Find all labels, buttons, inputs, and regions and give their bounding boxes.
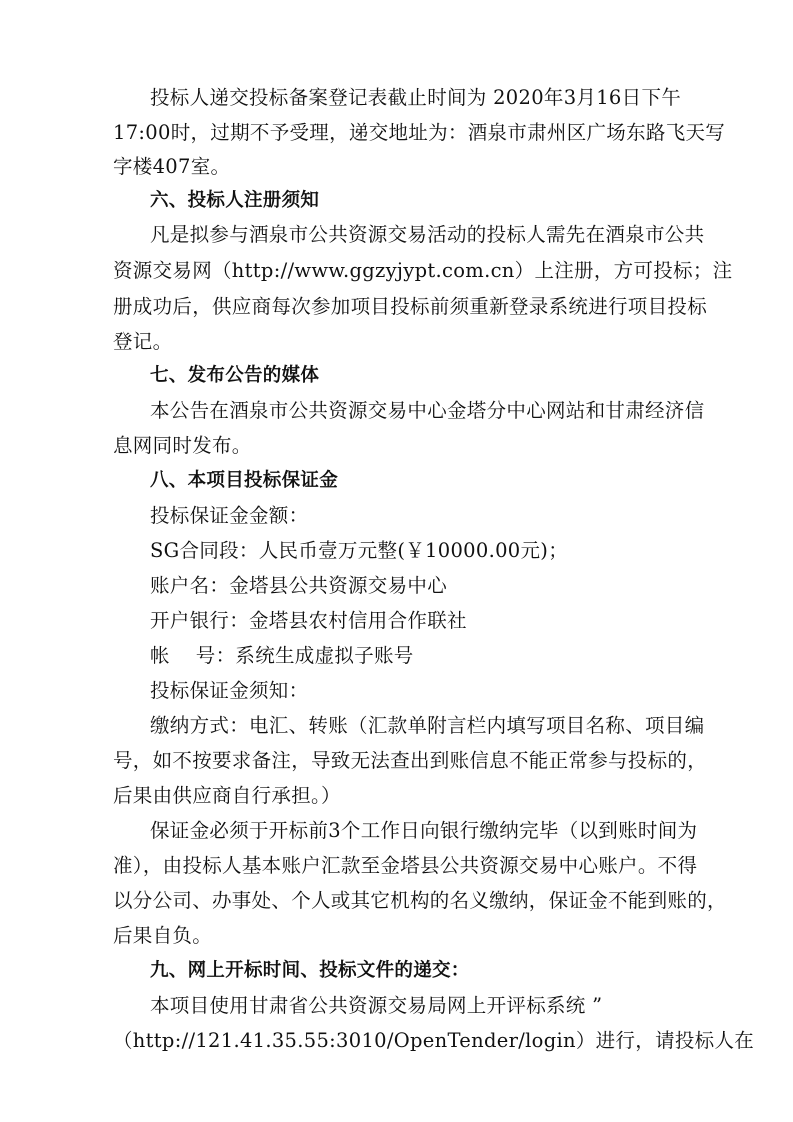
paragraph-line: 后果由供应商自行承担。）: [113, 784, 341, 807]
paragraph-line: 准），由投标人基本账户汇款至金塔县公共资源交易中心账户。不得: [113, 854, 698, 877]
paragraph-line: 保证金必须于开标前3个工作日向银行缴纳完毕（以到账时间为: [150, 819, 698, 842]
paragraph-line: 17:00时，过期不予受理，递交地址为：酒泉市肃州区广场东路飞天写: [113, 121, 726, 144]
paragraph-line: 册成功后，供应商每次参加项目投标前须重新登录系统进行项目投标: [113, 295, 708, 318]
section-heading-seven: 七、发布公告的媒体: [150, 365, 320, 386]
bank-name: 开户银行：金塔县农村信用合作联社: [150, 609, 467, 632]
paragraph-line: 本项目使用甘肃省公共资源交易局网上开评标系统 ”: [150, 994, 603, 1017]
paragraph-line: 号，如不按要求备注，导致无法查出到账信息不能正常参与投标的，: [113, 749, 708, 772]
section-heading-eight: 八、本项目投标保证金: [150, 470, 339, 491]
paragraph-line: 凡是拟参与酒泉市公共资源交易活动的投标人需先在酒泉市公共: [150, 223, 705, 246]
paragraph-line: （http://121.41.35.55:3010/OpenTender/login）进行，请投标人在: [113, 1029, 755, 1052]
deposit-amount: SG合同段：人民币壹万元整(￥10000.00元)；: [150, 539, 568, 562]
paragraph-line: 资源交易网（http://www.ggzyjypt.com.cn）上注册，方可投标；注: [113, 259, 733, 282]
paragraph-line: 字楼407室。: [113, 155, 231, 178]
paragraph-line: 投标人递交投标备案登记表截止时间为 2020年3月16日下午: [150, 86, 682, 109]
paragraph-line: 后果自负。: [113, 924, 213, 947]
section-heading-nine: 九、网上开标时间、投标文件的递交：: [150, 960, 470, 981]
paragraph-line: 投标保证金金额：: [150, 504, 309, 527]
paragraph-line: 登记。: [113, 330, 173, 353]
paragraph-line: 本公告在酒泉市公共资源交易中心金塔分中心网站和甘肃经济信: [150, 399, 705, 422]
paragraph-line: 投标保证金须知：: [150, 679, 309, 702]
paragraph-line: 息网同时发布。: [113, 434, 252, 457]
section-heading-six: 六、投标人注册须知: [150, 190, 320, 211]
paragraph-line: 缴纳方式：电汇、转账（汇款单附言栏内填写项目名称、项目编: [150, 714, 705, 737]
paragraph-line: 以分公司、办事处、个人或其它机构的名义缴纳，保证金不能到账的，: [113, 889, 727, 912]
account-name: 账户名：金塔县公共资源交易中心: [150, 574, 448, 597]
account-number: 帐 号：系统生成虚拟子账号: [150, 644, 414, 667]
